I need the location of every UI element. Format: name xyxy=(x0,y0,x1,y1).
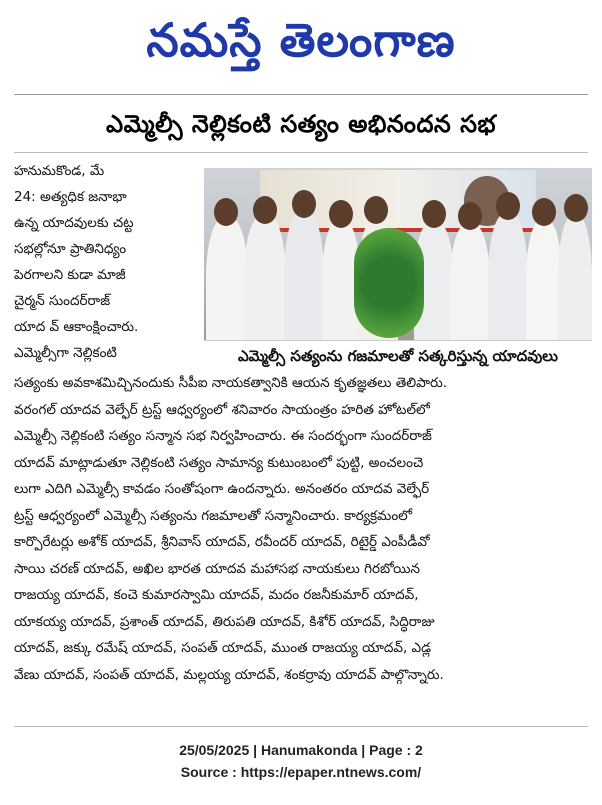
text-line: హనుమకొండ, మే xyxy=(14,163,105,179)
newspaper-title: నమస్తే తెలంగాణ xyxy=(146,13,456,67)
text-line: యాద వ్ ఆకాంక్షించారు. xyxy=(14,319,139,335)
text-line: వేణు యాదవ్, సంపత్ యాదవ్, మల్లయ్య యాదవ్, శంకర్రావు యాదవ్ పాల్గొన్నారు. xyxy=(14,666,444,683)
text-line: పెరగాలని కుడా మాజీ xyxy=(14,267,126,283)
person-head xyxy=(496,192,520,220)
text-line: రాజయ్య యాదవ్, కంచె కుమారస్వామి యాదవ్, మదం రజనీకుమార్ యాదవ్, xyxy=(14,587,419,603)
text-line: చైర్మన్ సుందర్‌రాజ్ xyxy=(14,293,111,309)
text-line: సాయి చరణ్ యాదవ్, అఖిల భారత యాదవ మహాసభ నాయకులు గిరబోయిన xyxy=(14,560,420,577)
source-link[interactable]: Source : https://epaper.ntnews.com/ xyxy=(180,764,422,780)
person-head xyxy=(422,200,446,228)
text-line: ఉన్న యాదవులకు చట్ట xyxy=(14,215,134,231)
text-line: ఎమ్మెల్సీ నెల్లికంటి సత్యం సన్మాన సభ నిర్వహించారు. ఈ సందర్భంగా సుందర్‌రాజ్ xyxy=(14,428,432,444)
text-line: సత్యంకు అవకాశమిచ్చినందుకు సీపీఐ నాయకత్వానికి ఆయన కృతజ్ఞతలు తెలిపారు. xyxy=(14,375,448,391)
divider xyxy=(14,94,588,95)
text-line: లుగా ఎదిగి ఎమ్మెల్సీ కావడం సంతోషంగా ఉందన్నారు. అనంతరం యాదవ వెల్ఫేర్ xyxy=(14,481,430,497)
person-head xyxy=(458,202,482,230)
person-head xyxy=(329,200,353,228)
text-line: కార్పొరేటర్లు అశోక్ యాదవ్, శ్రీనివాస్ యాదవ్, రవీందర్ యాదవ్, రిటైర్డ్ ఎంపీడీవో xyxy=(14,534,430,550)
divider xyxy=(14,726,588,727)
article-body xyxy=(14,370,588,688)
person-head xyxy=(214,198,238,226)
edition-info: 25/05/2025 | Hanumakonda | Page : 2 xyxy=(179,742,423,758)
person-head xyxy=(253,196,277,224)
masthead xyxy=(0,0,602,92)
text-line: 24: అత్యధిక జనాభా xyxy=(14,189,127,205)
text-line: ఎమ్మెల్సీగా నెల్లికంటి xyxy=(14,345,117,361)
text-line: యాకయ్య యాదవ్, ప్రశాంత్ యాదవ్, తిరుపతి యాదవ్, కిశోర్ యాదవ్, సిద్ధిరాజు xyxy=(14,613,435,630)
article-headline: ఎమ్మెల్సీ నెల్లికంటి సత్యం అభినందన సభ xyxy=(106,110,496,138)
person-head xyxy=(364,196,388,224)
text-line: యాదవ్, జక్కు రమేష్ యాదవ్, సంపత్ యాదవ్, ముంత రాజయ్య యాదవ్, ఎడ్ల xyxy=(14,640,432,656)
person-head xyxy=(564,194,588,222)
divider xyxy=(14,152,588,153)
text-line: సభల్లోనూ ప్రాతినిధ్యం xyxy=(14,241,127,257)
text-line: వరంగల్ యాదవ వెల్ఫేర్ ట్రస్ట్ ఆధ్వర్యంలో శనివారం సాయంత్రం హరిత హోటల్‌లో xyxy=(14,401,430,418)
text-line: యాదవ్ మాట్లాడుతూ నెల్లికంటి సత్యం సామాన్య కుటుంబంలో పుట్టి, అంచలంచె xyxy=(14,454,424,471)
flower-garland xyxy=(354,228,424,338)
left-column-text xyxy=(14,158,204,366)
text-line: ట్రస్ట్ ఆధ్వర్యంలో ఎమ్మెల్సీ సత్యంను గజమాలతో సన్మానించారు. కార్యక్రమంలో xyxy=(14,507,413,524)
person-head xyxy=(292,190,316,218)
person-head xyxy=(532,198,556,226)
photo-caption: ఎమ్మెల్సీ సత్యంను గజమాలతో సత్కరిస్తున్న యాదవులు xyxy=(204,340,592,371)
